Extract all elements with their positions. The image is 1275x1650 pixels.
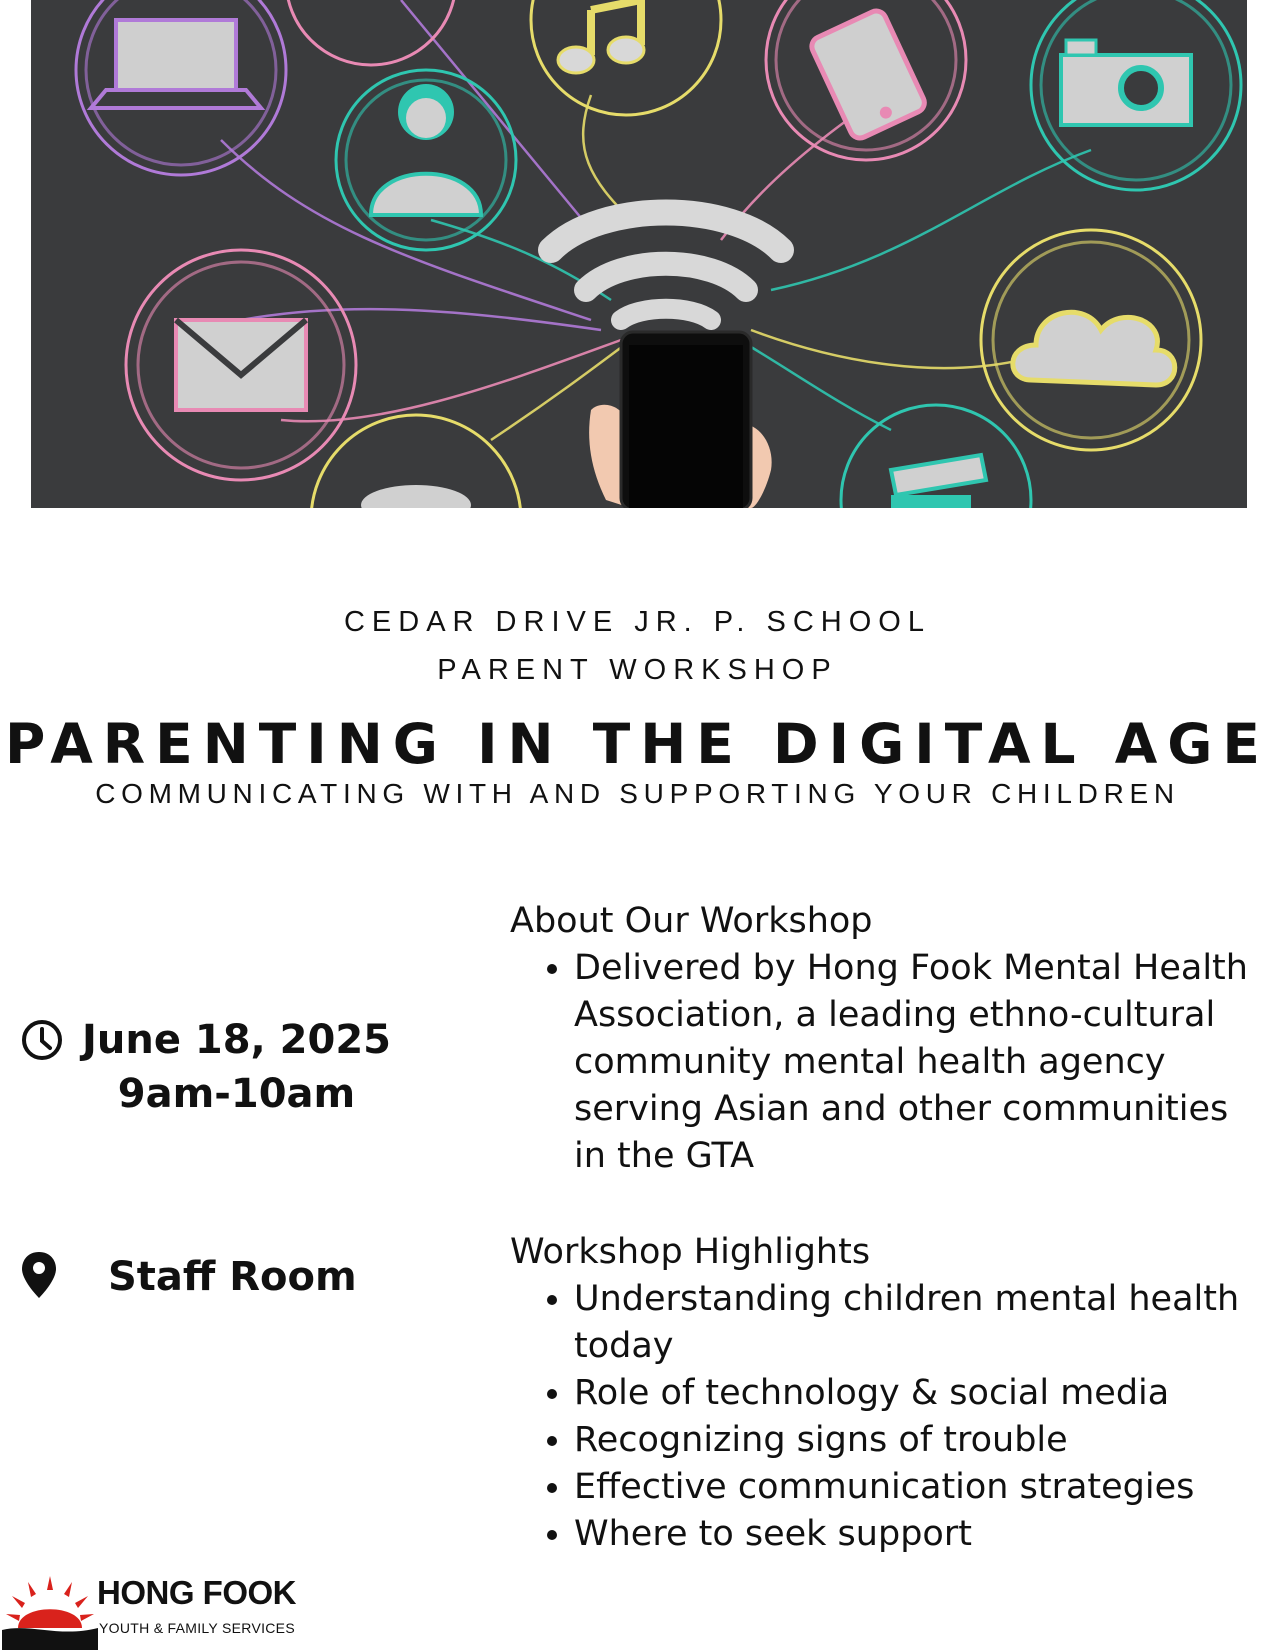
logo-name: HONG FOOK [97, 1574, 296, 1611]
hong-fook-logo [0, 1568, 360, 1650]
event-type: PARENT WORKSHOP [437, 654, 838, 686]
header-block [0, 598, 1275, 694]
highlights-section [510, 1229, 1250, 1558]
date-time-block [20, 1013, 391, 1121]
clock-icon [20, 1018, 64, 1062]
highlight-item: • Understanding children mental health today [574, 1276, 1250, 1370]
about-heading: About Our Workshop [510, 901, 873, 941]
map-pin-icon [20, 1250, 58, 1300]
event-location: Staff Room [108, 1254, 357, 1300]
sun-logo-icon [0, 1568, 100, 1650]
page-subtitle: COMMUNICATING WITH AND SUPPORTING YOUR CHILDREN [95, 778, 1180, 809]
highlight-item: • Recognizing signs of trouble [574, 1417, 1250, 1464]
school-name: CEDAR DRIVE JR. P. SCHOOL [343, 606, 931, 638]
event-time: 9am-10am [117, 1071, 356, 1117]
location-block [20, 1250, 357, 1304]
highlights-heading: Workshop Highlights [510, 1232, 871, 1272]
highlights-list [510, 1276, 1250, 1558]
event-date: June 18, 2025 [82, 1017, 392, 1063]
logo-tagline: YOUTH & FAMILY SERVICES [99, 1620, 295, 1636]
highlight-item: • Where to seek support [574, 1511, 1250, 1558]
highlight-item: • Role of technology & social media [574, 1370, 1250, 1417]
about-list [510, 945, 1250, 1180]
highlight-item: • Effective communication strategies [574, 1464, 1250, 1511]
about-item: • Delivered by Hong Fook Mental Health Association, a leading ethno-cultural community mental health agency serving Asian and other communities in the GTA [574, 945, 1250, 1180]
about-section [510, 898, 1250, 1180]
page-title: PARENTING IN THE DIGITAL AGE [4, 712, 1270, 776]
hero-chalkboard-image [31, 0, 1247, 508]
